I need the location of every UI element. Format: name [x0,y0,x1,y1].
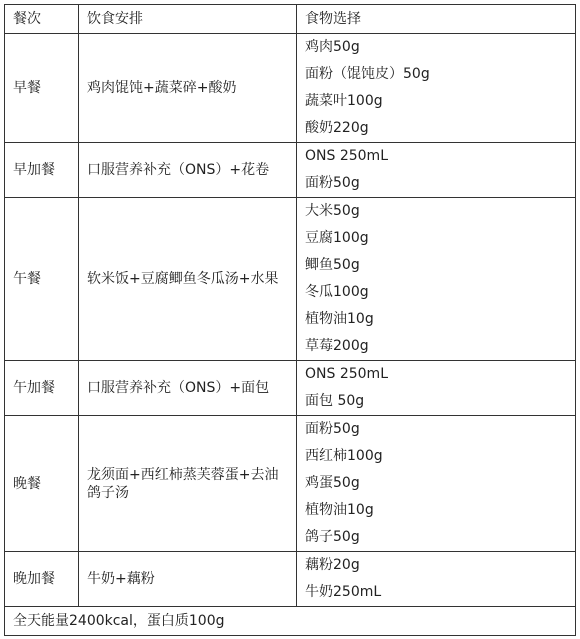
food-item: 藕粉20g [305,557,360,573]
food-list [297,416,576,552]
food-item: 面粉（馄饨皮）50g [305,66,430,82]
meal-name: 晚加餐 [5,552,79,607]
food-item: 面包 50g [305,393,365,409]
table-row [5,416,576,552]
header-plan: 饮食安排 [79,5,297,34]
meal-plan: 牛奶+藕粉 [79,552,297,607]
meal-plan: 口服营养补充（ONS）+花卷 [79,143,297,198]
food-item: ONS 250mL [305,148,388,164]
header-food: 食物选择 [297,5,576,34]
table-row [5,143,576,198]
food-item: 鸡蛋50g [305,475,360,491]
summary-row [5,607,576,636]
meal-plan: 口服营养补充（ONS）+面包 [79,361,297,416]
food-list [297,34,576,143]
food-item: 植物油10g [305,502,374,518]
meal-name: 晚餐 [5,416,79,552]
header-meal: 餐次 [5,5,79,34]
header-row [5,5,576,34]
food-item: 西红柿100g [305,448,383,464]
table-row [5,361,576,416]
food-list [297,361,576,416]
meal-name: 午餐 [5,198,79,361]
food-list [297,198,576,361]
food-item: 面粉50g [305,175,360,191]
food-item: 草莓200g [305,338,369,354]
food-item: 豆腐100g [305,230,369,246]
food-item: 冬瓜100g [305,284,369,300]
food-item: 鸽子50g [305,529,360,545]
meal-name: 早餐 [5,34,79,143]
meal-plan: 龙须面+西红柿蒸芙蓉蛋+去油鸽子汤 [79,416,297,552]
meal-plan: 鸡肉馄饨+蔬菜碎+酸奶 [79,34,297,143]
meal-plan: 软米饭+豆腐鲫鱼冬瓜汤+水果 [79,198,297,361]
food-item: 鸡肉50g [305,39,360,55]
food-item: 蔬菜叶100g [305,93,383,109]
food-item: 面粉50g [305,421,360,437]
food-list [297,143,576,198]
table-row [5,34,576,143]
table-row [5,552,576,607]
food-item: ONS 250mL [305,366,388,382]
table-row [5,198,576,361]
meal-name: 早加餐 [5,143,79,198]
food-list [297,552,576,607]
meal-plan-table [4,4,576,636]
food-item: 大米50g [305,203,360,219]
food-item: 牛奶250mL [305,584,382,600]
daily-summary: 全天能量2400kcal，蛋白质100g [5,607,576,636]
food-item: 鲫鱼50g [305,257,360,273]
food-item: 酸奶220g [305,120,369,136]
meal-name: 午加餐 [5,361,79,416]
food-item: 植物油10g [305,311,374,327]
